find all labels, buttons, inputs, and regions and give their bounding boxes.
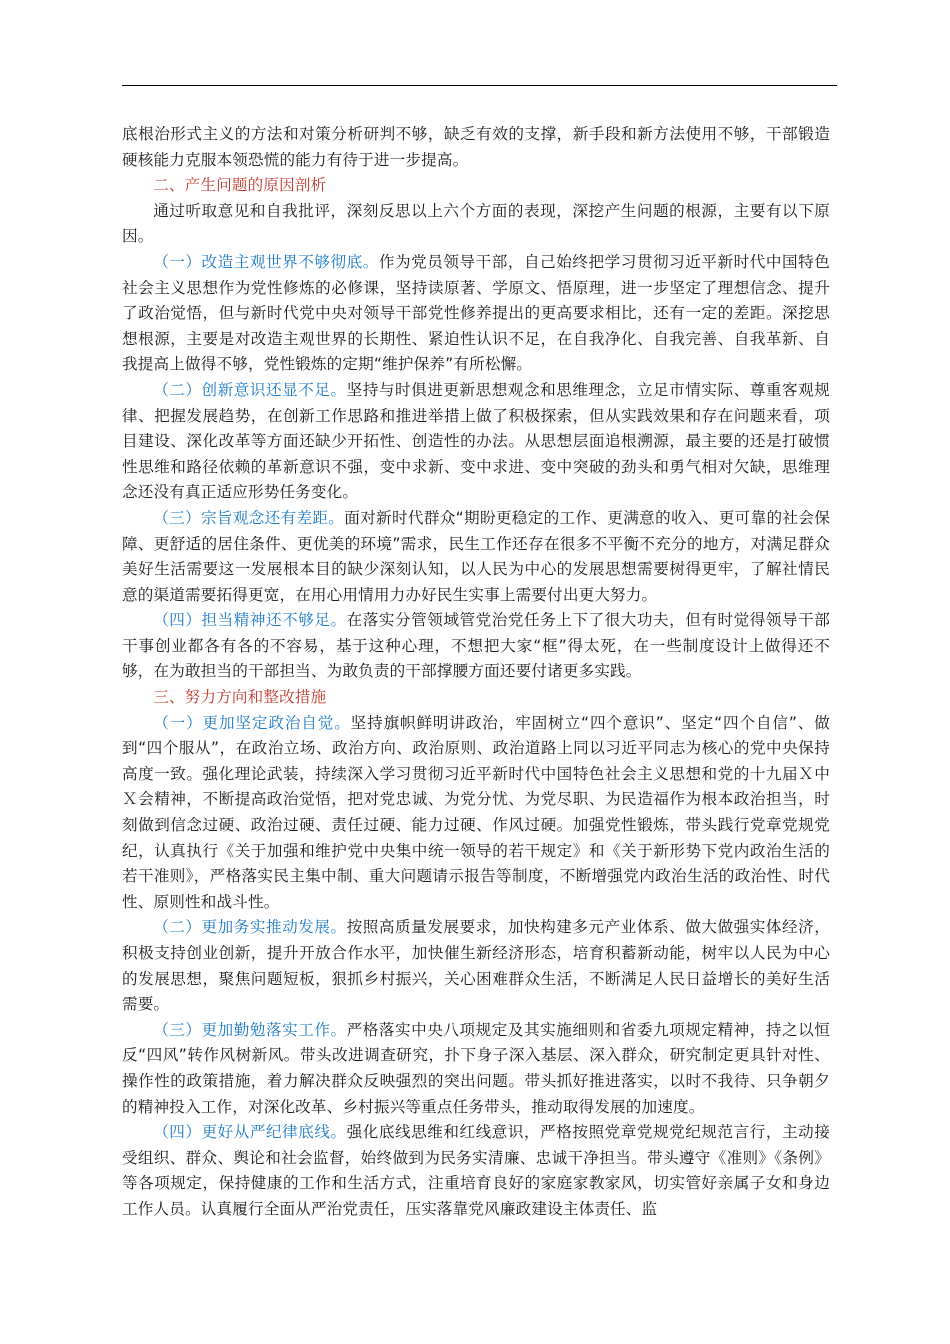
cause-item-lead: （一）改造主观世界不够彻底。 — [153, 252, 379, 271]
measure-item-body: 强化底线思维和红线意识，严格按照党章党规党纪规范言行，主动接受组织、群众、舆论和社会监督，始终做到为民务实清廉、忠诚干净担当。带头遵守《准则》《条例》等各项规定，保持健康的工作和生活方式，注重培育良好的家庭家教家风，切实管好亲属子女和身边工作人员。认真履行全面从严治党责任，压实落靠党风廉政建设主体责任、监 — [122, 1123, 830, 1218]
measure-item-lead: （二）更加务实推动发展。 — [153, 918, 347, 937]
cause-item-lead: （二）创新意识还显不足。 — [153, 380, 347, 399]
intro-paragraph: 底根治形式主义的方法和对策分析研判不够，缺乏有效的支撑，新手段和新方法使用不够，干部锻造硬核能力克服本领恐慌的能力有待于进一步提高。 — [122, 125, 830, 169]
cause-item-body: 面对新时代群众“期盼更稳定的工作、更满意的收入、更可靠的社会保障、更舒适的居住条件、更优美的环境”需求，民生工作还存在很多不平衡不充分的地方，对满足群众美好生活需要这一发展根本目的缺少深刻认知，以人民为中心的发展思想需要树得更牢，了解社情民意的渠道需要拓得更宽，在用心用情用力办好民生实事上需要付出更大努力。 — [122, 508, 830, 604]
cause-item-4 — [122, 608, 830, 685]
measure-item-4 — [122, 1120, 830, 1222]
cause-item-3 — [122, 506, 830, 608]
cause-item-body: 作为党员领导干部，自己始终把学习贯彻习近平新时代中国特色社会主义思想作为党性修炼的必修课，坚持读原著、学原文、悟原理，进一步坚定了理想信念、提升了政治觉悟，但与新时代党中央对领导干部党性修养提出的更高要求相比，还有一定的差距。深挖思想根源，主要是对改造主观世界的长期性、紧迫性认识不足，在自我净化、自我完善、自我革新、自我提高上做得不够，党性锻炼的定期“维护保养”有所松懈。 — [122, 252, 830, 374]
measure-item-3 — [122, 1018, 830, 1120]
cause-item-2 — [122, 378, 830, 506]
cause-item-lead: （四）担当精神还不够足。 — [153, 611, 347, 630]
measure-item-lead: （四）更好从严纪律底线。 — [153, 1123, 347, 1142]
cause-item-body: 坚持与时俱进更新思想观念和思维理念，立足市情实际、尊重客观规律、把握发展趋势，在创新工作思路和推进举措上做了积极探索，但从实践效果和存在问题来看，项目建设、深化改革等方面还缺少开拓性、创造性的办法。从思想层面追根溯源，最主要的还是打破惯性思维和路径依赖的革新意识不强，变中求新、变中求进、变中突破的劲头和勇气相对欠缺，思维理念还没有真正适应形势任务变化。 — [122, 380, 830, 502]
measure-item-body: 严格落实中央八项规定及其实施细则和省委九项规定精神，持之以恒反“四风”转作风树新风。带头改进调查研究，扑下身子深入基层、深入群众，研究制定更具针对性、操作性的政策措施，着力解决群众反映强烈的突出问题。带头抓好推进落实，以时不我待、只争朝夕的精神投入工作，对深化改革、乡村振兴等重点任务带头，推动取得发展的加速度。 — [122, 1020, 830, 1116]
measure-item-body: 坚持旗帜鲜明讲政治，牢固树立“四个意识”、坚定“四个自信”、做到“四个服从”，在政治立场、政治方向、政治原则、政治道路上同以习近平同志为核心的党中央保持高度一致。强化理论武装，持续深入学习贯彻习近平新时代中国特色社会主义思想和党的十九届Ｘ中Ｘ会精神，不断提高政治觉悟，把对党忠诚、为党分忧、为党尽职、为民造福作为根本政治担当，时刻做到信念过硬、政治过硬、责任过硬、能力过硬、作风过硬。加强党性锻炼，带头践行党章党规党纪，认真执行《关于加强和维护党中央集中统一领导的若干规定》和《关于新形势下党内政治生活的若干准则》，严格落实民主集中制、重大问题请示报告等制度，不断增强党内政治生活的政治性、时代性、原则性和战斗性。 — [122, 713, 830, 911]
document-body — [122, 122, 830, 1223]
measure-item-1 — [122, 711, 830, 916]
cause-item-1 — [122, 250, 830, 378]
measure-item-lead: （三）更加勤勉落实工作。 — [153, 1020, 347, 1039]
measure-item-2 — [122, 915, 830, 1017]
cause-item-lead: （三）宗旨观念还有差距。 — [153, 508, 345, 527]
section-intro-causes: 通过听取意见和自我批评，深刻反思以上六个方面的表现，深挖产生问题的根源，主要有以下原因。 — [122, 201, 830, 246]
cause-item-body: 在落实分管领域管党治党任务上下了很大功夫，但有时觉得领导干部干事创业都各有各的不容易，基于这种心理，不想把大家“框”得太死，在一些制度设计上做得还不够，在为敢担当的干部担当、为敢负责的干部撑腰方面还要付诸更多实践。 — [122, 611, 830, 681]
section-heading-causes: 二、产生问题的原因剖析 — [153, 176, 327, 195]
measure-item-lead: （一）更加坚定政治自觉。 — [153, 713, 351, 732]
measure-item-body: 按照高质量发展要求，加快构建多元产业体系、做大做强实体经济，积极支持创业创新，提升开放合作水平，加快催生新经济形态，培育积蓄新动能，树牢以人民为中心的发展思想，聚焦问题短板，狠抓乡村振兴，关心困难群众生活，不断满足人民日益增长的美好生活需要。 — [122, 918, 830, 1014]
section-heading-measures: 三、努力方向和整改措施 — [153, 688, 327, 707]
header-rule — [122, 85, 837, 86]
